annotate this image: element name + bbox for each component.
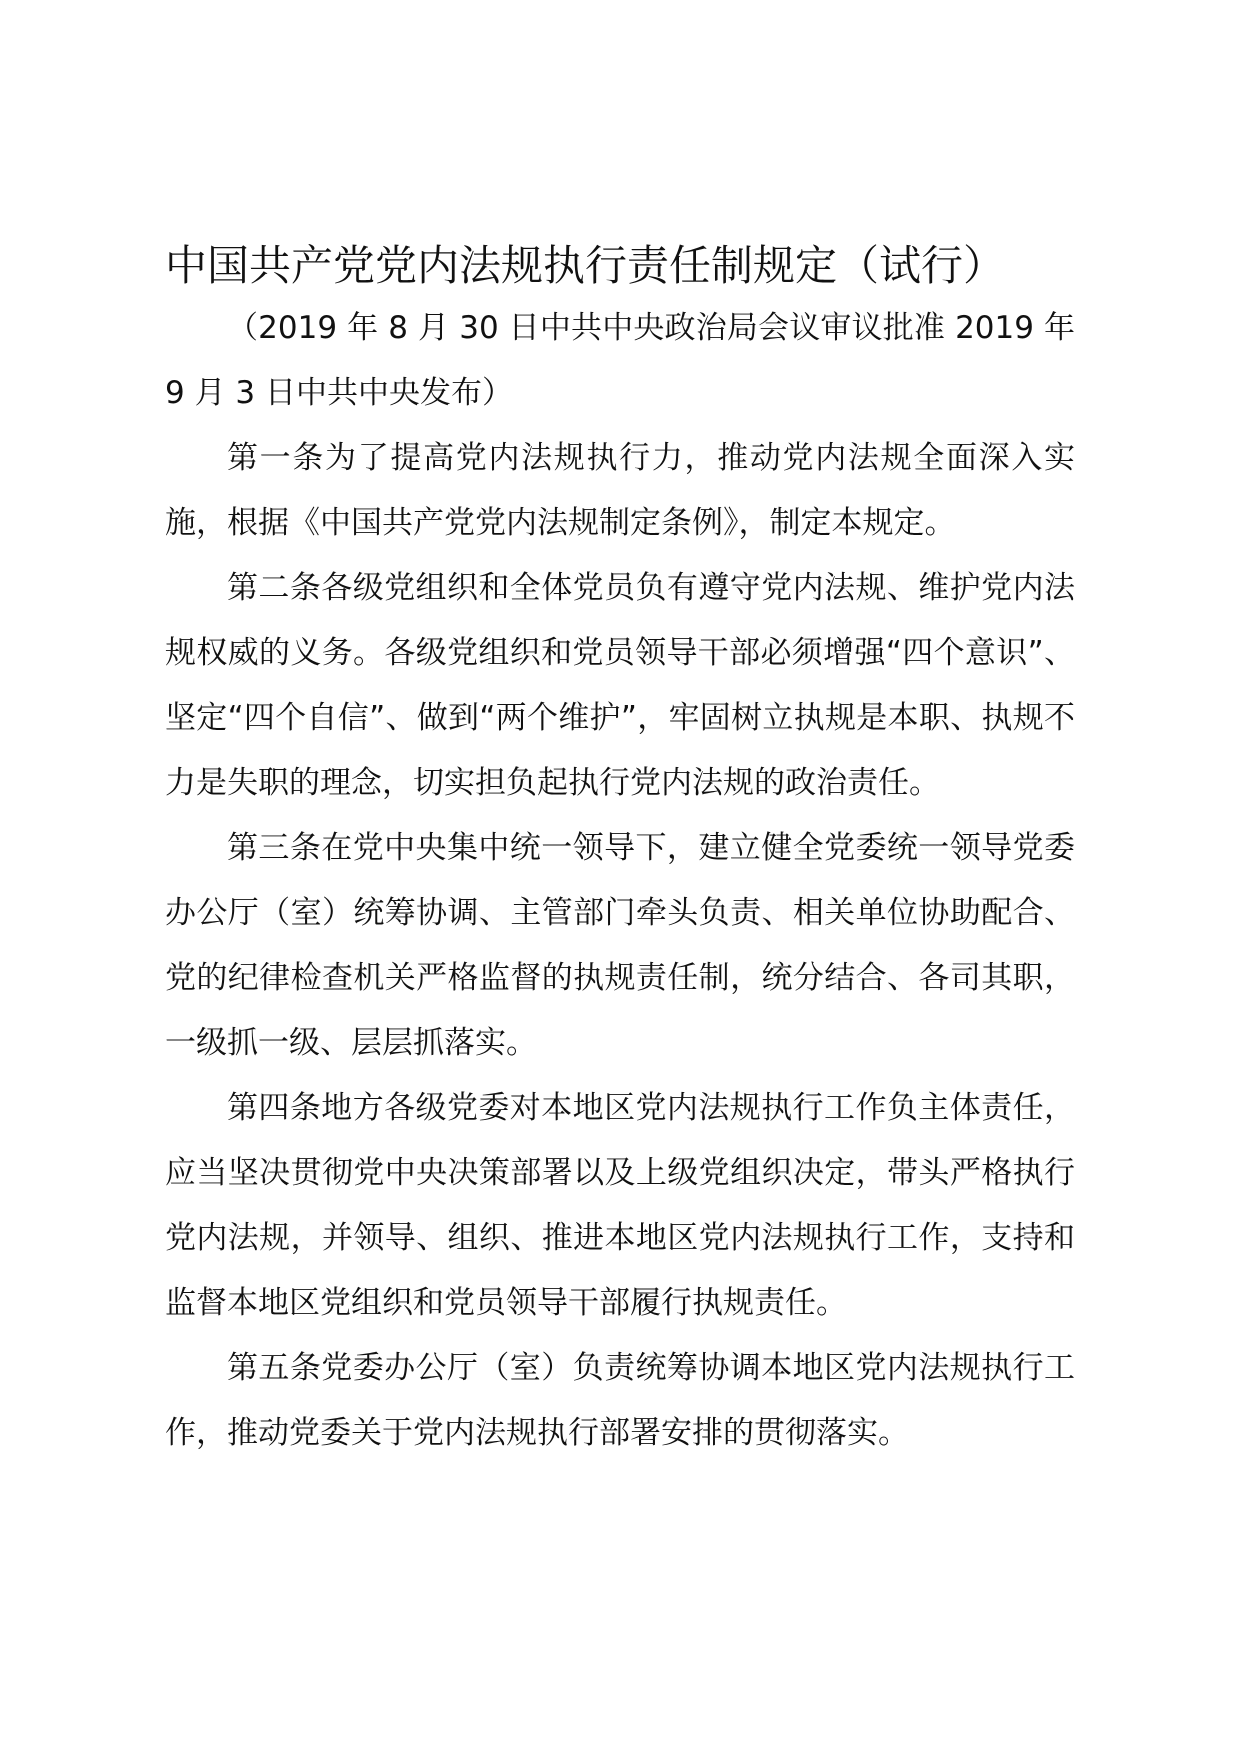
subtitle-issuance-note: （2019 年 8 月 30 日中共中央政治局会议审议批准 2019 年 9 月 3 日中共中央发布） [165, 310, 1075, 411]
article-1: 第一条为了提高党内法规执行力，推动党内法规全面深入实施，根据《中国共产党党内法规制定条例》，制定本规定。 [165, 440, 1075, 541]
document-title: 中国共产党党内法规执行责任制规定（试行） [165, 241, 1006, 290]
article-3: 第三条在党中央集中统一领导下，建立健全党委统一领导党委办公厅（室）统筹协调、主管部门牵头负责、相关单位协助配合、党的纪律检查机关严格监督的执规责任制，统分结合、各司其职，一级抓一级、层层抓落实。 [165, 830, 1075, 1061]
document-body [165, 296, 1075, 1466]
article-2: 第二条各级党组织和全体党员负有遵守党内法规、维护党内法规权威的义务。各级党组织和党员领导干部必须增强“四个意识”、坚定“四个自信”、做到“两个维护”，牢固树立执规是本职、执规不力是失职的理念，切实担负起执行党内法规的政治责任。 [165, 570, 1075, 801]
article-5: 第五条党委办公厅（室）负责统筹协调本地区党内法规执行工作，推动党委关于党内法规执行部署安排的贯彻落实。 [165, 1350, 1075, 1451]
article-4: 第四条地方各级党委对本地区党内法规执行工作负主体责任，应当坚决贯彻党中央决策部署以及上级党组织决定，带头严格执行党内法规，并领导、组织、推进本地区党内法规执行工作，支持和监督本地区党组织和党员领导干部履行执规责任。 [165, 1090, 1075, 1321]
